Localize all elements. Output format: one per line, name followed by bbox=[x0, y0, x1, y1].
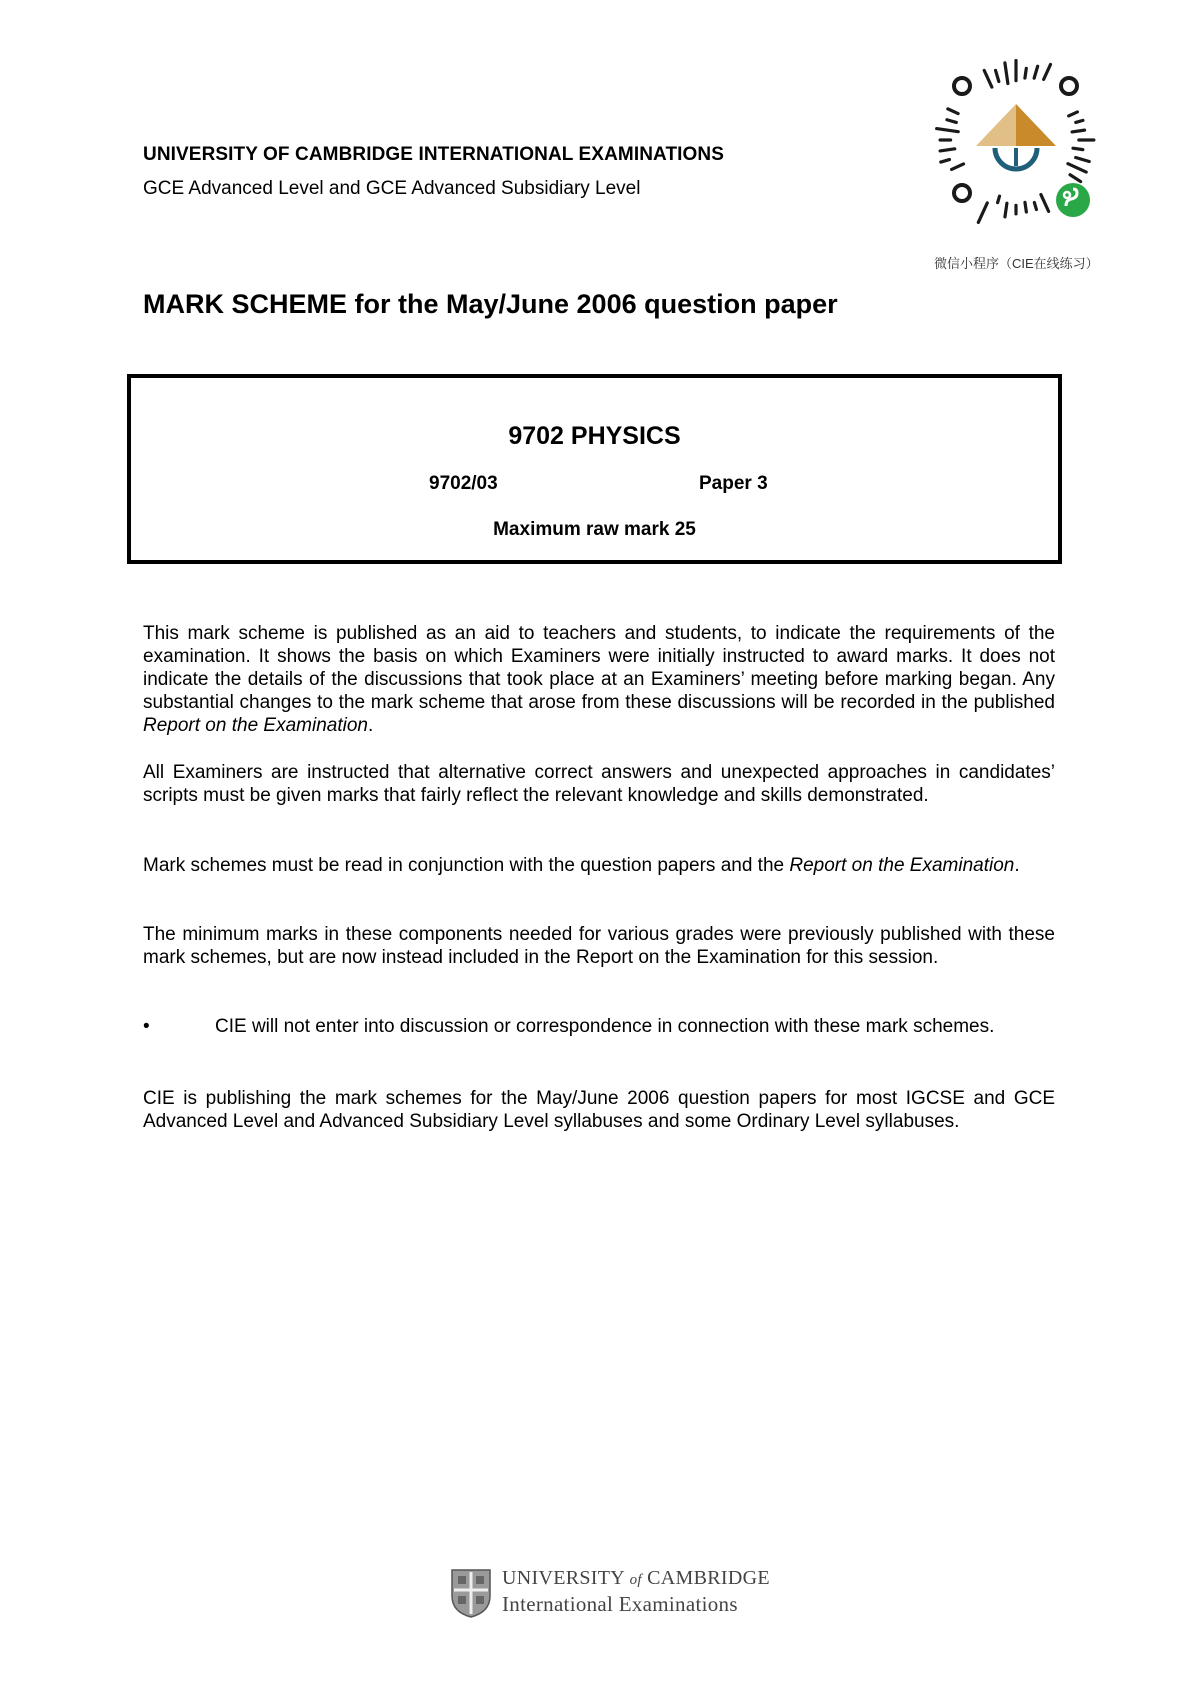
qr-ray bbox=[941, 160, 950, 163]
qr-ray bbox=[998, 196, 1000, 203]
subject-heading: 9702 PHYSICS bbox=[508, 422, 681, 450]
conjunction-text: Mark schemes must be read in conjunction with the question papers and the bbox=[143, 855, 790, 876]
qr-ray bbox=[996, 70, 999, 81]
qr-caption: 微信小程序（CIE在线练习） bbox=[934, 256, 1099, 271]
report-title-italic: Report on the Examination bbox=[789, 855, 1015, 876]
footer-international-examinations: International Examinations bbox=[502, 1592, 738, 1616]
qr-ray bbox=[1068, 164, 1086, 172]
conjunction-end: . bbox=[1014, 855, 1020, 876]
bullet-item: CIE will not enter into discussion or correspondence in connection with these mark schemes. bbox=[215, 1016, 995, 1037]
footer-cambridge: CAMBRIDGE bbox=[647, 1567, 770, 1589]
qr-ray bbox=[952, 164, 964, 169]
qr-ray bbox=[940, 149, 955, 151]
minimum-marks-paragraph: The minimum marks in these components needed for various grades were previously published with these mark schemes, but are now instead included in the Report on the Examination for this session. bbox=[143, 924, 1055, 968]
bullet-symbol: • bbox=[143, 1016, 150, 1037]
maximum-raw-mark: Maximum raw mark 25 bbox=[493, 519, 696, 540]
paper-details-box bbox=[127, 374, 1062, 564]
qr-ray bbox=[947, 120, 956, 123]
intro-text: This mark scheme is published as an aid to teachers and students, to indicate the requirements of the examination. It shows the basis on which Examiners were initially instructed to award marks. It does not indicate the details of the discussions that took place at an Examiners’ meeting before marking began. Any substantial changes to the mark scheme that arose from these discussions will be recorded in the published bbox=[143, 623, 1055, 713]
paper-code: 9702/03 bbox=[429, 473, 498, 494]
intro-paragraph bbox=[143, 622, 1055, 737]
footer-university: UNIVERSITY bbox=[502, 1567, 625, 1589]
qr-ray bbox=[948, 109, 958, 114]
qr-ray bbox=[1073, 148, 1083, 149]
qr-ray bbox=[1041, 195, 1049, 212]
qr-ray bbox=[1025, 68, 1026, 78]
organisation-heading: UNIVERSITY OF CAMBRIDGE INTERNATIONAL EXAMINATIONS bbox=[143, 144, 725, 165]
examiners-paragraph: All Examiners are instructed that alternative correct answers and unexpected approaches in candidates’ scripts must be given marks that fairly reflect the relevant knowledge and skills demonstrated. bbox=[143, 762, 1055, 806]
qr-ray bbox=[1005, 63, 1008, 84]
mini-program-qr-code bbox=[925, 48, 1107, 233]
conjunction-paragraph bbox=[143, 854, 1055, 877]
qr-ray bbox=[1072, 130, 1084, 132]
qr-ray bbox=[1044, 64, 1051, 79]
qr-ray bbox=[1070, 175, 1081, 182]
qr-ray bbox=[1076, 120, 1083, 122]
qr-ray bbox=[1034, 66, 1038, 78]
cie-logo-icon bbox=[976, 104, 1056, 169]
qr-ray bbox=[1005, 203, 1007, 217]
wechat-mini-program-badge-icon bbox=[1056, 183, 1090, 217]
qr-ray bbox=[1034, 203, 1036, 210]
report-title-italic: Report on the Examination bbox=[143, 715, 368, 736]
qr-ray bbox=[1076, 158, 1090, 162]
footer-of: of bbox=[629, 1572, 642, 1588]
qr-ray bbox=[978, 203, 987, 223]
page-title: MARK SCHEME for the May/June 2006 question paper bbox=[143, 289, 838, 319]
qr-ray bbox=[1025, 202, 1026, 212]
qr-ray bbox=[937, 129, 959, 132]
qualification-subtitle: GCE Advanced Level and GCE Advanced Subsidiary Level bbox=[143, 178, 641, 199]
publishing-paragraph: CIE is publishing the mark schemes for the May/June 2006 question papers for most IGCSE and GCE Advanced Level and Advanced Subsidiary Level syllabuses and some Ordinary Level syllabuses. bbox=[143, 1088, 1055, 1132]
paper-number: Paper 3 bbox=[699, 473, 768, 494]
cambridge-crest-icon bbox=[450, 1568, 492, 1618]
qr-ray bbox=[1069, 112, 1078, 116]
footer-university-name bbox=[502, 1567, 770, 1590]
intro-end: . bbox=[367, 715, 374, 736]
qr-ray bbox=[984, 70, 992, 87]
